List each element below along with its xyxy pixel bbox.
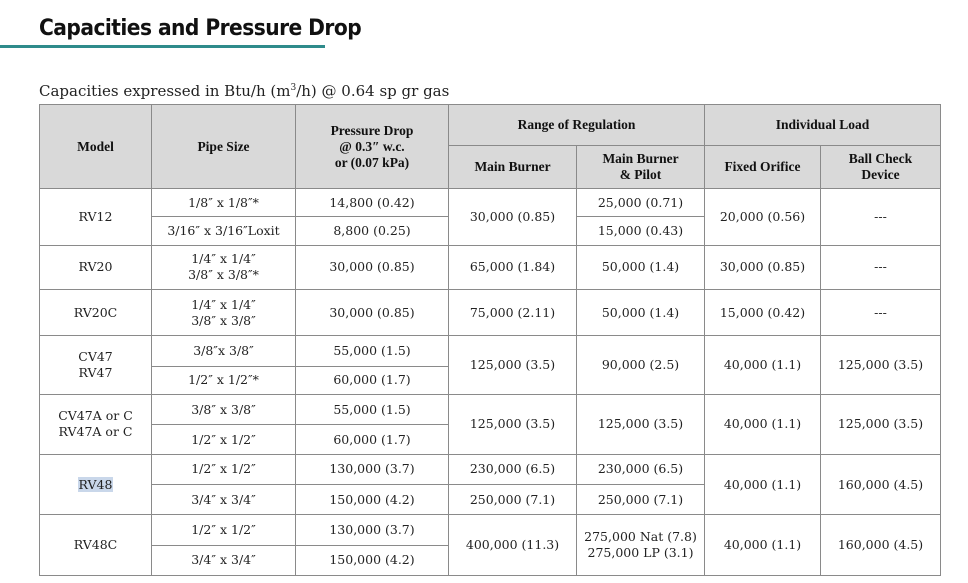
model-cell: RV20 <box>40 245 152 289</box>
title-underline <box>0 45 325 48</box>
main-burner-pilot-cell: 230,000 (6.5) <box>577 454 705 484</box>
pressure-drop-cell: 55,000 (1.5) <box>296 395 449 425</box>
caption-text: Capacities expressed in Btu/h (m <box>39 82 291 100</box>
main-burner-cell: 125,000 (3.5) <box>449 395 577 455</box>
pressure-drop-cell: 130,000 (3.7) <box>296 454 449 484</box>
header-ball-check-device <box>821 146 941 189</box>
table-caption <box>39 82 449 100</box>
model-line: RV47A or C <box>58 424 133 440</box>
pipe-size-cell: 1/2″ x 1/2″* <box>152 366 296 394</box>
pipe-size-cell: 1/2″ x 1/2″ <box>152 454 296 484</box>
fixed-orifice-cell: 40,000 (1.1) <box>705 515 821 576</box>
pressure-drop-cell: 60,000 (1.7) <box>296 425 449 454</box>
fixed-orifice-cell: 40,000 (1.1) <box>705 336 821 395</box>
pipe-size-cell: 3/4″ x 3/4″ <box>152 545 296 575</box>
pipe-size-cell: 3/16″ x 3/16″Loxit <box>152 217 296 245</box>
pipe-size-line: 3/8″ x 3/8″* <box>188 267 259 283</box>
header-pressure-drop <box>296 105 449 189</box>
fixed-orifice-cell: 40,000 (1.1) <box>705 395 821 455</box>
caption-superscript: 3 <box>290 83 297 93</box>
fixed-orifice-cell: 40,000 (1.1) <box>705 454 821 515</box>
pressure-drop-cell: 55,000 (1.5) <box>296 336 449 366</box>
pipe-size-cell <box>152 290 296 336</box>
pressure-drop-cell: 8,800 (0.25) <box>296 217 449 245</box>
pipe-size-line: 1/4″ x 1/4″ <box>191 251 256 267</box>
main-burner-pilot-line: 275,000 Nat (7.8) <box>584 529 697 545</box>
model-cell: RV48C <box>40 515 152 576</box>
header-line: Main Burner <box>602 151 679 166</box>
main-burner-cell: 30,000 (0.85) <box>449 189 577 246</box>
header-individual-load: Individual Load <box>705 105 941 146</box>
header-line: Ball Check <box>848 151 913 166</box>
table-row <box>40 290 941 336</box>
header-line: & Pilot <box>619 167 662 182</box>
header-range-of-regulation: Range of Regulation <box>449 105 705 146</box>
pressure-drop-cell: 150,000 (4.2) <box>296 545 449 575</box>
pipe-size-cell: 1/2″ x 1/2″ <box>152 425 296 454</box>
main-burner-cell: 230,000 (6.5) <box>449 454 577 484</box>
header-main-burner-pilot <box>577 146 705 189</box>
model-cell <box>40 395 152 455</box>
header-line: or (0.07 kPa) <box>334 154 410 170</box>
main-burner-pilot-cell <box>577 515 705 576</box>
pressure-drop-cell: 30,000 (0.85) <box>296 290 449 336</box>
page-title: Capacities and Pressure Drop <box>39 16 362 41</box>
ball-check-cell: --- <box>821 290 941 336</box>
main-burner-cell: 250,000 (7.1) <box>449 485 577 515</box>
main-burner-cell: 400,000 (11.3) <box>449 515 577 576</box>
table-row <box>40 245 941 289</box>
ball-check-cell: --- <box>821 245 941 289</box>
model-cell <box>40 454 152 515</box>
main-burner-cell: 125,000 (3.5) <box>449 336 577 395</box>
pipe-size-cell: 3/8″ x 3/8″ <box>152 395 296 425</box>
model-line: RV47 <box>78 365 113 381</box>
capacity-table <box>39 104 941 576</box>
main-burner-pilot-line: 275,000 LP (3.1) <box>587 545 694 561</box>
header-line: Device <box>861 167 900 182</box>
header-main-burner: Main Burner <box>449 146 577 189</box>
pipe-size-cell: 3/4″ x 3/4″ <box>152 485 296 515</box>
main-burner-cell: 75,000 (2.11) <box>449 290 577 336</box>
model-line: CV47 <box>78 349 113 365</box>
main-burner-pilot-cell: 25,000 (0.71) <box>577 189 705 217</box>
fixed-orifice-cell: 20,000 (0.56) <box>705 189 821 246</box>
fixed-orifice-cell: 30,000 (0.85) <box>705 245 821 289</box>
main-burner-pilot-cell: 15,000 (0.43) <box>577 217 705 245</box>
ball-check-cell: 125,000 (3.5) <box>821 395 941 455</box>
header-line: Pressure Drop <box>330 122 414 138</box>
ball-check-cell: 160,000 (4.5) <box>821 515 941 576</box>
pressure-drop-cell: 30,000 (0.85) <box>296 245 449 289</box>
header-line: @ 0.3″ w.c. <box>339 138 405 154</box>
pipe-size-line: 3/8″ x 3/8″ <box>191 312 256 328</box>
header-fixed-orifice: Fixed Orifice <box>705 146 821 189</box>
pipe-size-cell <box>152 245 296 289</box>
pressure-drop-cell: 14,800 (0.42) <box>296 189 449 217</box>
main-burner-pilot-cell: 50,000 (1.4) <box>577 290 705 336</box>
main-burner-pilot-cell: 90,000 (2.5) <box>577 336 705 395</box>
pipe-size-cell: 1/8″ x 1/8″* <box>152 189 296 217</box>
header-model: Model <box>40 105 152 189</box>
header-pipe-size: Pipe Size <box>152 105 296 189</box>
table-row <box>40 336 941 366</box>
fixed-orifice-cell: 15,000 (0.42) <box>705 290 821 336</box>
main-burner-pilot-cell: 250,000 (7.1) <box>577 485 705 515</box>
main-burner-cell: 65,000 (1.84) <box>449 245 577 289</box>
ball-check-cell: --- <box>821 189 941 246</box>
table-row <box>40 454 941 484</box>
model-cell: RV12 <box>40 189 152 246</box>
model-line: CV47A or C <box>58 408 133 424</box>
model-cell: RV20C <box>40 290 152 336</box>
ball-check-cell: 160,000 (4.5) <box>821 454 941 515</box>
pipe-size-line: 1/4″ x 1/4″ <box>191 296 256 312</box>
pressure-drop-cell: 150,000 (4.2) <box>296 485 449 515</box>
table-row <box>40 395 941 425</box>
pressure-drop-cell: 130,000 (3.7) <box>296 515 449 545</box>
pipe-size-cell: 3/8″x 3/8″ <box>152 336 296 366</box>
ball-check-cell: 125,000 (3.5) <box>821 336 941 395</box>
table-row <box>40 515 941 545</box>
main-burner-pilot-cell: 50,000 (1.4) <box>577 245 705 289</box>
main-burner-pilot-cell: 125,000 (3.5) <box>577 395 705 455</box>
table-row <box>40 189 941 217</box>
pressure-drop-cell: 60,000 (1.7) <box>296 366 449 394</box>
pipe-size-cell: 1/2″ x 1/2″ <box>152 515 296 545</box>
model-cell <box>40 336 152 395</box>
model-highlighted: RV48 <box>78 476 113 492</box>
caption-text-end: /h) @ 0.64 sp gr gas <box>296 82 450 100</box>
